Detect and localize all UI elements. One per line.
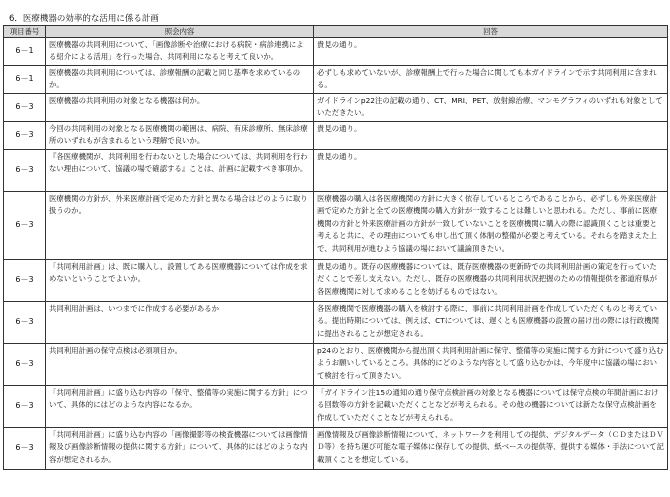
inquiry-content: 「共同利用計画」に盛り込む内容の「保守、整備等の実施に関する方針」について、具体的にはどのような内容になるか。 [46, 386, 314, 428]
answer: 「ガイドライン注15の通知の通り保守点検計画の対象となる機器については保守点検の年間計画における回数等の方針を記載いただくことなどが考えられる。その他の機器については新たな保守点検計画を作成していただくことなどが考えられる。 [314, 386, 668, 428]
inquiry-content: 「共同利用計画」は、既に購入し、設置してある医療機器については作成を求めないということでよいか。 [46, 260, 314, 302]
inquiry-content: 医療機器の共同利用については、診療報酬の記載と同じ基準を求めているのか。 [46, 66, 314, 94]
section-title: 6．医療機器の効率的な活用に係る計画 [9, 14, 159, 24]
answer: 貴見の通り。既存の医療機器については、既存医療機器の更新時での共同利用計画の策定を行っていただくことで差し支えない。ただし、既存の医療機器の共同利用状況把握のための情報提供を都道府県が各医療機関に対して求めることを妨げるものではない。 [314, 260, 668, 302]
header-content: 照会内容 [46, 26, 314, 38]
table-row [4, 302, 668, 344]
table-row [4, 66, 668, 94]
item-number: 6－3 [4, 428, 46, 470]
item-number: 6－3 [4, 122, 46, 150]
inquiry-content: 共同利用計画の保守点検は必須項目か。 [46, 344, 314, 386]
item-number: 6－3 [4, 386, 46, 428]
item-number: 6－3 [4, 260, 46, 302]
item-number: 6－3 [4, 302, 46, 344]
table-row [4, 94, 668, 122]
faq-table [3, 25, 668, 470]
item-number: 6－3 [4, 192, 46, 260]
table-row [4, 150, 668, 192]
answer: 画像情報及び画像診断情報について、ネットワークを利用しての提供、デジタルデータ（ＣＤまたはＤＶＤ等）を持ち運び可能な電子媒体に保存しての提供、紙ベースの提供等、提供する媒体・手法について記載頂くことを想定している。 [314, 428, 668, 470]
inquiry-content: 「共同利用計画」に盛り込む内容の「画像撮影等の検査機器については画像情報及び画像診断情報の提供に関する方針」について、具体的にはどのような内容が想定されるか。 [46, 428, 314, 470]
item-number: 6－1 [4, 38, 46, 66]
table-row [4, 38, 668, 66]
inquiry-content: 医療機器の共同利用について、「画像診断や治療における病院・病診連携による紹介による活用」を行った場合、共同利用になると考えて良いか。 [46, 38, 314, 66]
table-row [4, 122, 668, 150]
answer: 必ずしも求めていないが、診療報酬上で行った場合に関しても本ガイドラインで示す共同利用に含まれる。 [314, 66, 668, 94]
inquiry-content: 『各医療機関が、共同利用を行わないとした場合については、共同利用を行わない理由について、協議の場で確認する』ことは、計画に記載すべき事項か。 [46, 150, 314, 192]
answer: 医療機器の購入は各医療機関の方針に大きく依存しているところであることから、必ずしも外来医療計画で定めた方針と全ての医療機関の購入方針が一致することは難しいと思われる。ただし、事前に医療機関の方針と外来医療計画の方針が一致していないことを医療機関に購入の際に認識頂くことは重要と考えると共に、その理由についても申し出て頂く体制の整備が必要と考えている。それらを踏まえた上で、共同利用が進むよう協議の場において議論頂きたい。 [314, 192, 668, 260]
answer: 貴見の通り。 [314, 38, 668, 66]
table-row [4, 260, 668, 302]
answer: 貴見の通り。 [314, 122, 668, 150]
item-number: 6－3 [4, 94, 46, 122]
table-row [4, 428, 668, 470]
table-row [4, 192, 668, 260]
table-row [4, 344, 668, 386]
item-number: 6－1 [4, 66, 46, 94]
inquiry-content: 今回の共同利用の対象となる医療機関の範囲は、病院、有床診療所、無床診療所のいずれもが含まれるという理解で良いか。 [46, 122, 314, 150]
inquiry-content: 共同利用計画は、いつまでに作成する必要があるか [46, 302, 314, 344]
item-number: 6－3 [4, 150, 46, 192]
inquiry-content: 医療機器の共同利用の対象となる機器は何か。 [46, 94, 314, 122]
answer: ガイドラインp22注の記載の通り、CT、MRI、PET、放射線治療、マンモグラフィのいずれも対象としていただきたい。 [314, 94, 668, 122]
inquiry-content: 医療機関の方針が、外来医療計画で定めた方針と異なる場合はどのように取り扱うのか。 [46, 192, 314, 260]
table-header-row [4, 26, 668, 38]
answer: 各医療機関で医療機器の購入を検討する際に、事前に共同利用計画を作成していただくものと考えている。提出時期については、例えば、CTについては、遅くとも医療機器の設置の届け出の際には行政機関に提出されることが想定される。 [314, 302, 668, 344]
answer: p24のとおり、医療機関から提出頂く共同利用計画に保守、整備等の実施に関する方針について盛り込むようお願いしているところ。具体的にどのような内容として盛り込むかは、今年度中に協議の場において検討を行って頂きたい。 [314, 344, 668, 386]
header-number: 項目番号 [4, 26, 46, 38]
header-answer: 回答 [314, 26, 668, 38]
answer: 貴見の通り。 [314, 150, 668, 192]
table-row [4, 386, 668, 428]
item-number: 6－3 [4, 344, 46, 386]
